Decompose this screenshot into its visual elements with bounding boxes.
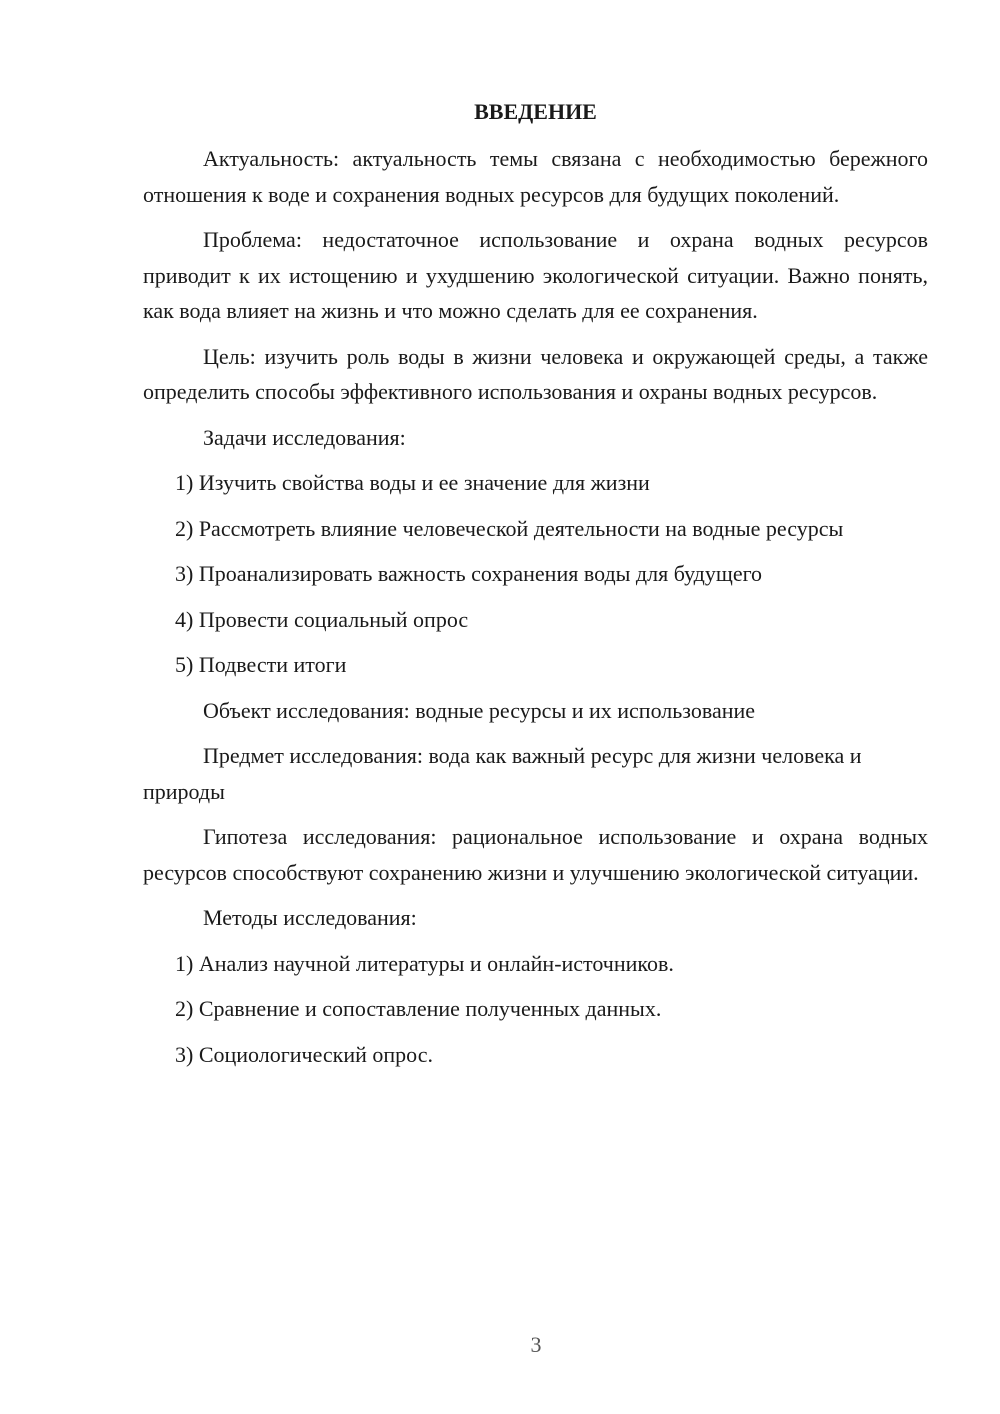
method-item-1: 1) Анализ научной литературы и онлайн-источников. [175, 950, 674, 976]
method-item-2: 2) Сравнение и сопоставление полученных данных. [175, 996, 662, 1021]
task-item-3: 3) Проанализировать важность сохранения воды для будущего [175, 561, 763, 586]
tasks-title: Задачи исследования: [203, 424, 406, 450]
subject-paragraph: Предмет исследования: вода как важный ресурс для жизни человека и природы [143, 743, 862, 804]
methods-title: Методы исследования: [203, 905, 417, 930]
document-body [143, 94, 928, 1082]
page-number: 3 [530, 1332, 542, 1357]
problem-paragraph: Проблема: недостаточное использование и охрана водных ресурсов приводит к их истощению и ухудшению экологической ситуации. Важно понять, как вода влияет на жизнь и что можно сделать для ее сохранения. [143, 227, 928, 323]
task-item-4: 4) Провести социальный опрос [175, 606, 469, 632]
task-item-5: 5) Подвести итоги [175, 652, 347, 677]
object-paragraph: Объект исследования: водные ресурсы и их использование [203, 697, 756, 723]
task-item-2: 2) Рассмотреть влияние человеческой деятельности на водные ресурсы [175, 515, 844, 541]
hypothesis-paragraph: Гипотеза исследования: рациональное использование и охрана водных ресурсов способствуют сохранению жизни и улучшению экологической ситуации. [143, 824, 928, 885]
section-heading: ВВЕДЕНИЕ [474, 99, 597, 124]
task-item-1: 1) Изучить свойства воды и ее значение для жизни [175, 470, 650, 495]
method-item-3: 3) Социологический опрос. [175, 1041, 433, 1067]
goal-paragraph: Цель: изучить роль воды в жизни человека и окружающей среды, а также определить способы эффективного использования и охраны водных ресурсов. [143, 343, 928, 404]
relevance-paragraph: Актуальность: актуальность темы связана с необходимостью бережного отношения к воде и сохранения водных ресурсов для будущих поколений. [143, 146, 928, 207]
